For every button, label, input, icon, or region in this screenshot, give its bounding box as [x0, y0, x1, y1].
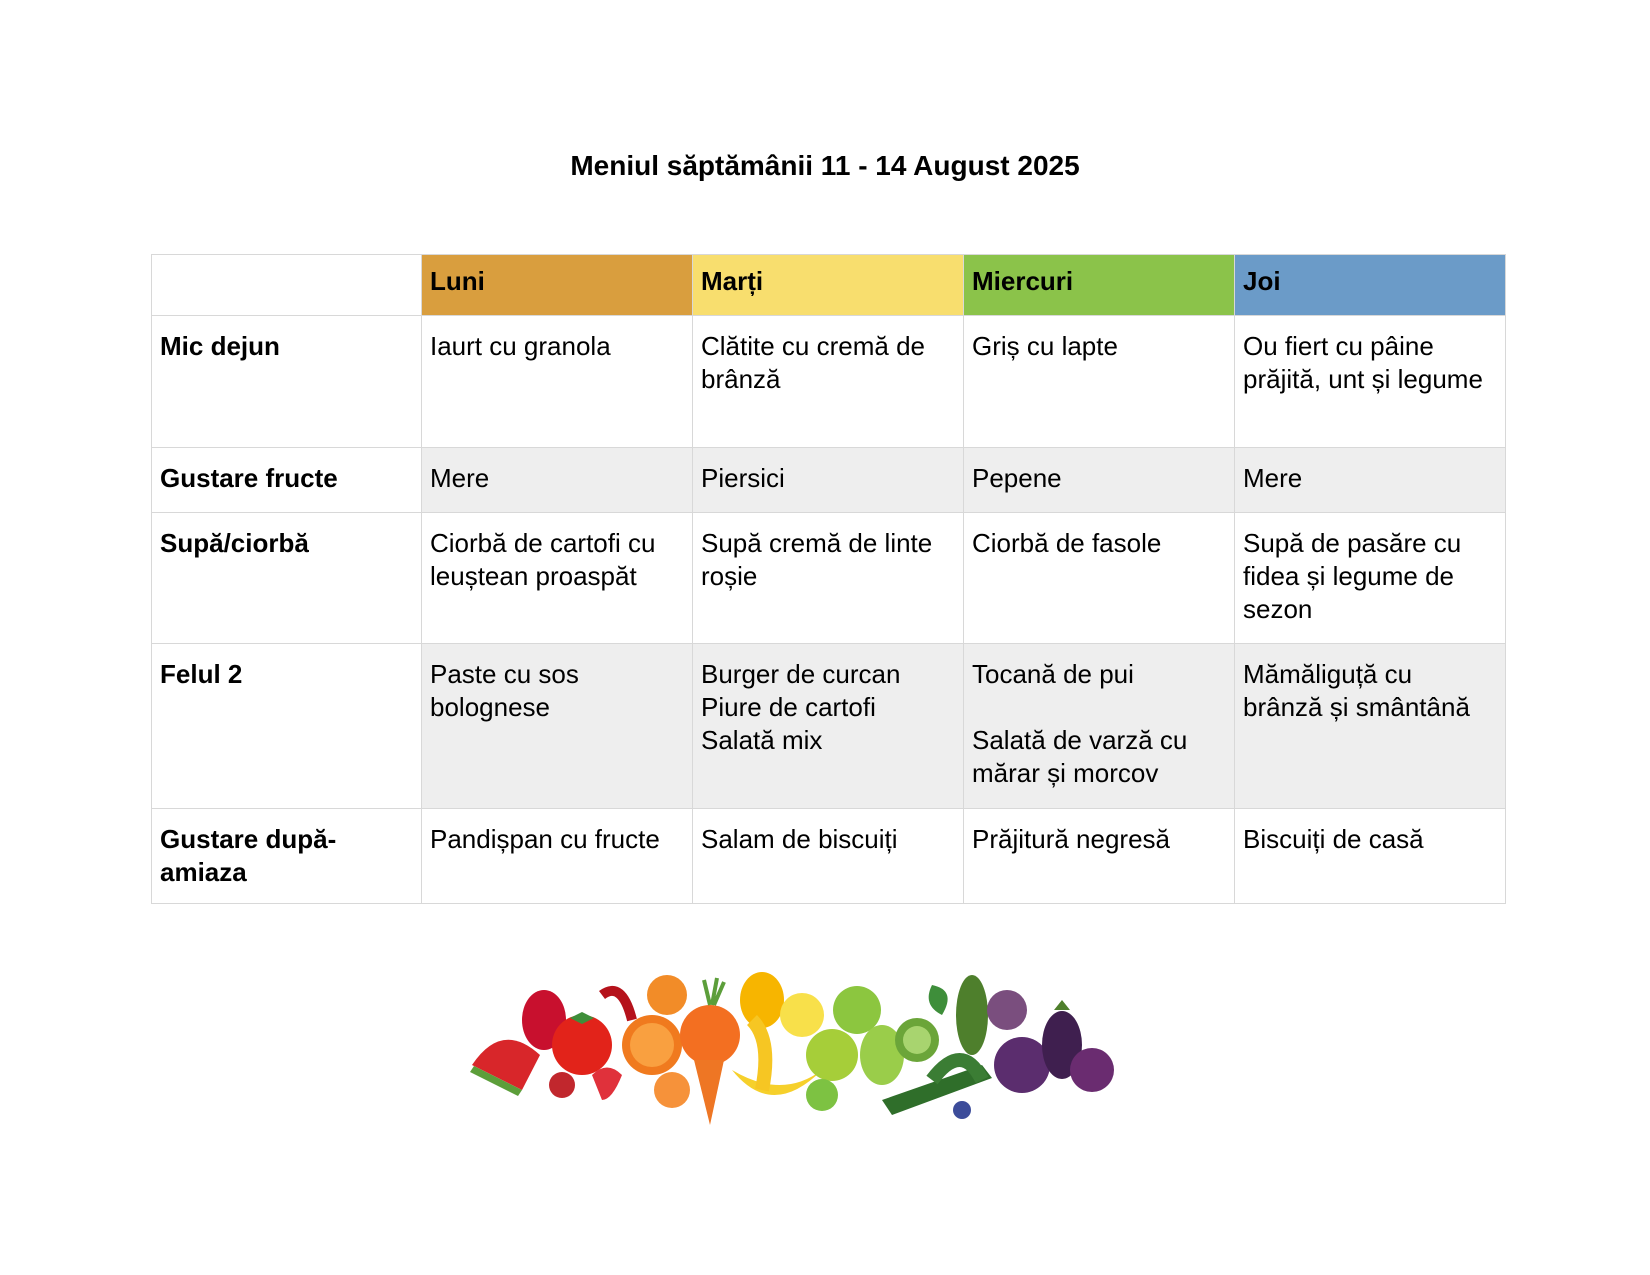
mangosteen-icon	[1070, 1048, 1114, 1092]
table-row-gustare-fructe	[152, 448, 1506, 513]
menu-cell-line: bolognese	[430, 692, 550, 722]
meal-label-text: amiaza	[160, 857, 247, 887]
grapes-icon	[806, 1029, 858, 1081]
menu-cell-line: sezon	[1243, 594, 1313, 624]
menu-cell	[964, 644, 1235, 809]
menu-cell-line: Salam de biscuiți	[701, 824, 898, 854]
table-row-gustare-dupa-amiaza	[152, 809, 1506, 904]
raspberry-icon	[549, 1072, 575, 1098]
menu-cell-line: mărar și morcov	[972, 758, 1159, 788]
meal-label-text: Felul 2	[160, 659, 243, 689]
menu-cell-line: Salată mix	[701, 725, 823, 755]
orange-segment-icon	[630, 1023, 674, 1067]
page-title: Meniul săptămânii 11 - 14 August 2025	[570, 150, 1080, 181]
lime-icon	[806, 1079, 838, 1111]
menu-cell-line: brânză și smântână	[1243, 692, 1470, 722]
menu-cell	[422, 513, 693, 644]
yellow-pepper-icon	[740, 972, 784, 1028]
day-header-row	[152, 255, 1506, 316]
day-header-luni: Luni	[422, 255, 693, 316]
menu-cell	[422, 448, 693, 513]
green-apple-icon	[833, 986, 881, 1034]
tangerine-icon	[647, 975, 687, 1015]
meal-label-text: Gustare fructe	[160, 463, 338, 493]
menu-cell-line: Pandișpan cu fructe	[430, 824, 660, 854]
menu-cell-line: Clătite cu cremă de	[701, 331, 925, 361]
leaf-icon	[929, 985, 948, 1015]
fig-icon	[987, 990, 1027, 1030]
meal-label-text: Mic dejun	[160, 331, 280, 361]
menu-cell	[1235, 448, 1506, 513]
menu-cell-line: Biscuiți de casă	[1243, 824, 1424, 854]
menu-cell-line: Mere	[430, 463, 490, 493]
menu-cell-line: roșie	[701, 561, 758, 591]
menu-cell-line: Ou fiert cu pâine	[1243, 331, 1434, 361]
meal-label	[152, 809, 422, 904]
meal-label	[152, 644, 422, 809]
day-header-miercuri: Miercuri	[964, 255, 1235, 316]
chili-pepper-icon	[602, 991, 632, 1020]
table-row-mic-dejun	[152, 316, 1506, 448]
table-row-supa-ciorba	[152, 513, 1506, 644]
menu-cell-line: leuștean proaspăt	[430, 561, 637, 591]
menu-cell-line: Pepene	[972, 463, 1062, 493]
orange-icon	[680, 1005, 740, 1065]
eggplant-stem-icon	[1054, 1000, 1070, 1010]
menu-cell	[693, 644, 964, 809]
menu-cell-line: prăjită, unt și legume	[1243, 364, 1483, 394]
meal-label	[152, 448, 422, 513]
menu-cell	[1235, 316, 1506, 448]
day-header-joi: Joi	[1235, 255, 1506, 316]
menu-cell-line: Paste cu sos	[430, 659, 579, 689]
strawberry-icon	[592, 1068, 622, 1101]
meal-label	[152, 316, 422, 448]
menu-cell-line: Prăjitură negresă	[972, 824, 1170, 854]
meal-label-text: Supă/ciorbă	[160, 528, 309, 558]
menu-cell	[693, 448, 964, 513]
carrot-icon	[694, 1060, 724, 1125]
menu-cell	[964, 316, 1235, 448]
menu-cell-line: Piersici	[701, 463, 785, 493]
menu-table	[151, 254, 1506, 904]
menu-cell-line: Supă de pasăre cu	[1243, 528, 1462, 558]
menu-cell-line: Ciorbă de cartofi cu	[430, 528, 656, 558]
table-row-felul-2	[152, 644, 1506, 809]
menu-cell	[1235, 644, 1506, 809]
meal-label-text: Gustare după-	[160, 824, 337, 854]
fruits-vegetables-illustration	[462, 960, 1128, 1130]
menu-cell-line: Iaurt cu granola	[430, 331, 611, 361]
blueberry-icon	[953, 1101, 971, 1119]
menu-cell	[422, 644, 693, 809]
fruits-vegetables-banner-svg	[462, 960, 1128, 1130]
corner-cell	[152, 255, 422, 316]
menu-cell	[422, 316, 693, 448]
menu-cell	[693, 513, 964, 644]
day-header-marti: Marți	[693, 255, 964, 316]
menu-cell-line: brânză	[701, 364, 781, 394]
kiwi-inner-icon	[903, 1026, 931, 1054]
menu-cell-spacer	[972, 691, 1226, 724]
menu-cell-line: Ciorbă de fasole	[972, 528, 1162, 558]
banana-icon-2	[752, 1020, 765, 1090]
menu-cell	[693, 316, 964, 448]
menu-cell	[1235, 513, 1506, 644]
avocado-icon	[956, 975, 988, 1055]
menu-cell	[964, 513, 1235, 644]
menu-cell-line: fidea și legume de	[1243, 561, 1455, 591]
plum-icon	[994, 1037, 1050, 1093]
menu-cell-line: Salată de varză cu	[972, 725, 1188, 755]
menu-cell-line: Supă cremă de linte	[701, 528, 933, 558]
menu-cell-line: Burger de curcan	[701, 659, 901, 689]
menu-cell	[964, 448, 1235, 513]
menu-cell-line: Tocană de pui	[972, 659, 1134, 689]
menu-cell-line: Mere	[1243, 463, 1303, 493]
carrot-leaves-icon	[704, 978, 724, 1005]
menu-cell-line: Griș cu lapte	[972, 331, 1118, 361]
menu-cell	[1235, 809, 1506, 904]
lemon-slice-icon	[780, 993, 824, 1037]
menu-cell-line: Piure de cartofi	[701, 692, 876, 722]
menu-cell	[964, 809, 1235, 904]
menu-cell-line: Mămăliguță cu	[1243, 659, 1413, 689]
menu-cell	[693, 809, 964, 904]
menu-cell	[422, 809, 693, 904]
meal-label	[152, 513, 422, 644]
apricot-icon	[654, 1072, 690, 1108]
